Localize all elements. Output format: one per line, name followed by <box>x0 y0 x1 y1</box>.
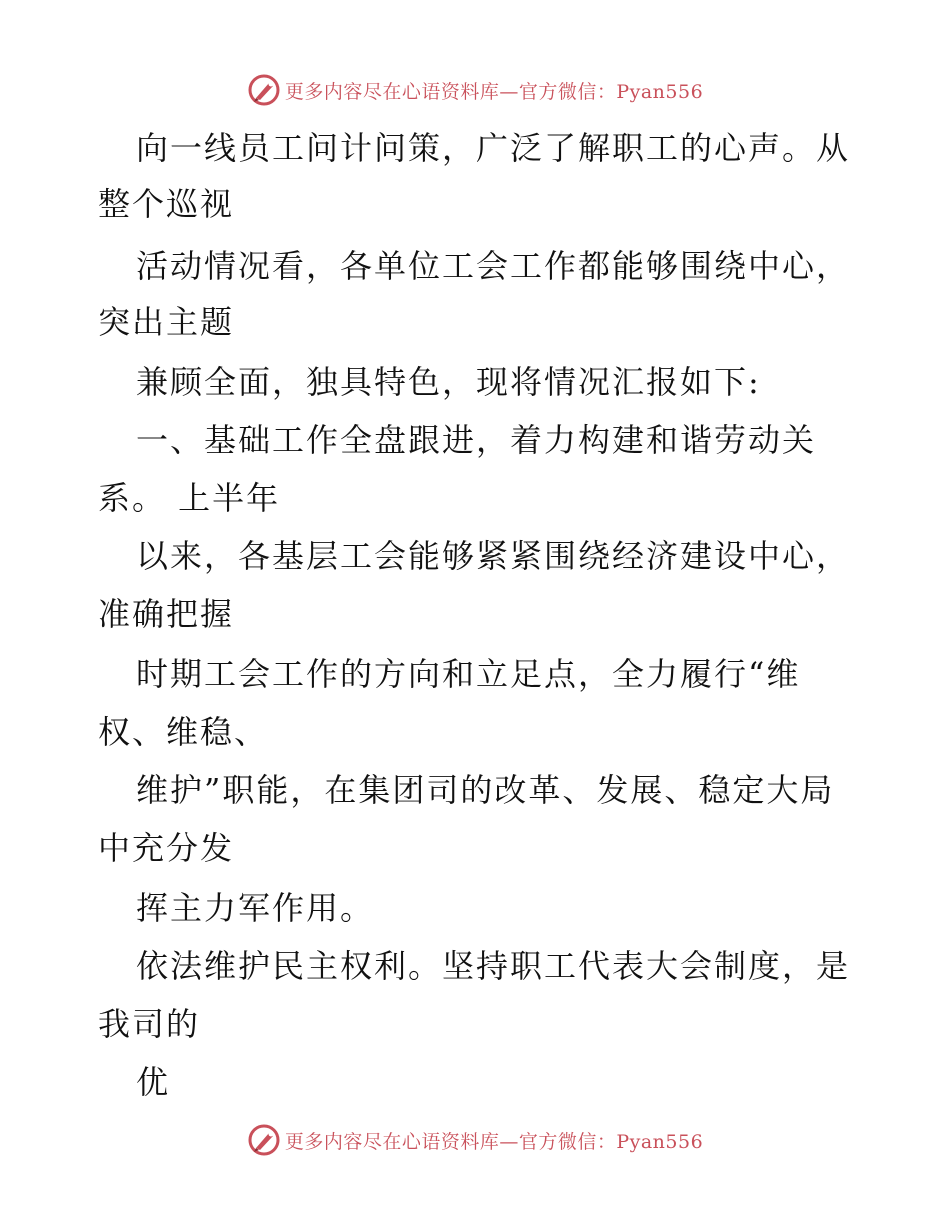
paragraph-5-line-1: 以来，各基层工会能够紧紧围绕经济建设中心， <box>136 537 851 575</box>
paragraph-1-line-2: 整个巡视 <box>98 185 235 223</box>
paragraph-9-line-1: 依法维护民主权利。坚持职工代表大会制度，是 <box>136 947 851 985</box>
paragraph-4-line-1: 一、基础工作全盘跟进，着力构建和谐劳动关 <box>136 421 817 459</box>
paragraph-7-line-2: 中充分发 <box>98 829 235 867</box>
paragraph-2-line-1: 活动情况看，各单位工会工作都能够围绕中心， <box>136 247 851 285</box>
paragraph-6-line-2: 权、维稳、 <box>98 713 269 751</box>
paragraph-1-line-1: 向一线员工问计问策，广泛了解职工的心声。从 <box>136 129 851 167</box>
paragraph-7-line-1: 维护”职能，在集团司的改革、发展、稳定大局 <box>136 771 835 809</box>
pen-logo-icon <box>247 1123 281 1157</box>
paragraph-9-line-2: 我司的 <box>98 1005 201 1043</box>
paragraph-5-line-2: 准确把握 <box>98 595 235 633</box>
paragraph-4-line-2: 系。 上半年 <box>98 479 281 517</box>
paragraph-8-line-1: 挥主力军作用。 <box>136 889 375 927</box>
paragraph-10-line-1: 优 <box>136 1063 171 1101</box>
paragraph-6-line-1: 时期工会工作的方向和立足点，全力履行“维 <box>136 655 801 693</box>
watermark-text: 更多内容尽在心语资料库—官方微信：Pyan556 <box>284 1130 704 1153</box>
paragraph-2-line-2: 突出主题 <box>98 303 235 341</box>
paragraph-3-line-1: 兼顾全面，独具特色，现将情况汇报如下: <box>136 363 761 401</box>
watermark-text: 更多内容尽在心语资料库—官方微信：Pyan556 <box>284 80 704 103</box>
footer-watermark <box>0 1120 950 1160</box>
